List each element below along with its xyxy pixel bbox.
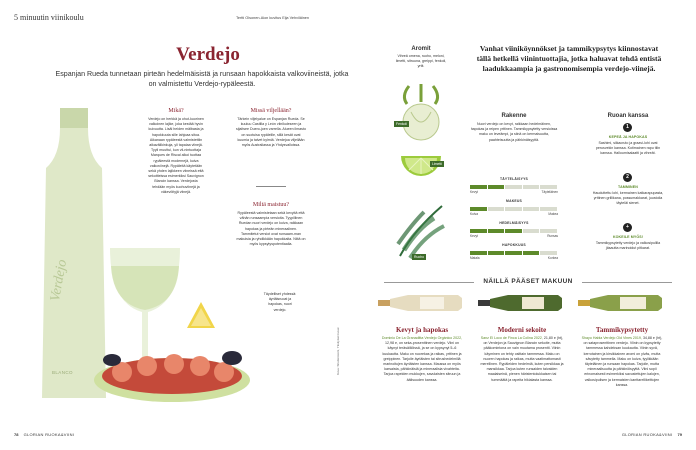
divider bbox=[384, 282, 474, 283]
divider bbox=[582, 282, 672, 283]
pairing-note: Täydelliset yhdessä: äyriäisruoat ja hapokas, nuori verdejo. bbox=[263, 292, 297, 312]
scale-bar bbox=[470, 229, 558, 233]
food-item-text: Sashimi, siikacruto ja graavi-lohi ovat perusvekin kanssa. Kotimainen rapu tilin kanssa. Halloumisalaatti ja vihreät. bbox=[595, 141, 661, 156]
footer-left bbox=[14, 432, 74, 437]
food-step-1: 1 bbox=[623, 123, 632, 132]
scale-bar bbox=[470, 185, 558, 189]
aromas-text: Vihreä omena, ruoho, meloni, limetti, sitruuna, greippi, fenkoli, yrtit. bbox=[395, 54, 447, 69]
pick-text: 21,80 e (ht), on Verdejon ja Sauvignon Blancin sekoite, mutta pääkomintona on vain muutama prosentti. Viinin käyminen on tehty osittain tammessa. Maku on nuoren hapokas ja raikas, mutta vaatimattomasti merellinen. Rypäleiden hedelmiä, kuten persikkaa ja mansikkaa. Tarjoa kuten runsaiden taivaiden maalaiseinä, pienen häristentolukkaisen tai tummäätä ja rapeita hikialasta kanssa. bbox=[480, 336, 564, 382]
pick-wine: Dominio De La Granaditta Verdejo Orgánico 2022, bbox=[381, 336, 463, 340]
scale-left-label: Kevyt bbox=[470, 234, 478, 238]
quote: Vanhat viiniköynnökset ja tammikypsytys kiinnostavat tällä hetkellä viinintuottajia, jotka haluavat tehdä entistä laadukkaampia ja gastronomisempia verdejo-viinejä. bbox=[476, 44, 662, 73]
scale-segment bbox=[523, 185, 540, 189]
pick-text: 12,98 e, on seka-prosenttinen verdejo. Viini on käynyt teräsäiliöissä, ja se on kypsynyt 5–6 kuukautta. Maku on nuorekas ja raikas, yrttinen ja greippinen. Tarjoile äyriäisten tai sitrushedelmillä marinoitujen äyriäisten kanssa. Maussa on myös karsaista, pähkinäisiä ja mineraalisia vivahteita. Tarjoa rapeiden mukkujen, savulaisten sitruun ja äälisuuden kanssa. bbox=[382, 341, 462, 382]
scale-segment bbox=[505, 185, 522, 189]
scale-segment bbox=[470, 251, 487, 255]
scale-segment bbox=[505, 207, 522, 211]
scale-right-label: Runsas bbox=[547, 234, 558, 238]
pick-wine: Shayo Habla Verdejo Old Vines 2019, bbox=[581, 336, 642, 340]
structure-text: Nuori verdejo on kevyt, raikkaan hedelmäinen, hapokas ja reipen yrttinen. Tammikypsytetty versioissa maku on leveämpi, ja siinä on kermaisuutta, paahteisuutta ja pähkinäisyyttä. bbox=[470, 122, 558, 142]
picks-heading: NÄILLÄ PÄÄSET MAKUUN bbox=[483, 278, 573, 285]
food-step-2: 2 bbox=[623, 173, 632, 182]
lemon-icon bbox=[183, 300, 219, 332]
scale-segment bbox=[523, 207, 540, 211]
publication-name: GLORIAN RUOKA&VIINI bbox=[621, 432, 673, 437]
scale-segment bbox=[505, 229, 522, 233]
scale-segment bbox=[540, 251, 557, 255]
pick-title: Kevyt ja hapokas bbox=[395, 326, 449, 334]
publication-name: GLORIAN RUOKA&VIINI bbox=[23, 432, 75, 437]
food-item-title: TAMMINEN bbox=[618, 185, 638, 189]
shrimp-plate-illustration bbox=[92, 330, 252, 410]
food-item-text: Hauduttettu lohi, kermainen katkarapupasta, yrttinen grillikana, possumakkarat, juustoila täyteläi sienet. bbox=[592, 191, 664, 206]
scale-segment bbox=[523, 229, 540, 233]
scale-bar bbox=[470, 207, 558, 211]
photo-credit: Kuva: Shutterstock, Yksityiset kuvat bbox=[336, 327, 340, 375]
scale-title: HAPOKKUUS bbox=[502, 243, 526, 247]
food-item-title: KEPEÄ JA HAPOKAS bbox=[608, 135, 648, 139]
scale-title: MAKEUS bbox=[506, 199, 522, 203]
food-item-title: KOKEILE MYÖS! bbox=[612, 235, 644, 239]
aroma-tag-grass: Ruoho bbox=[414, 255, 424, 259]
scale-right-label: Korkea bbox=[547, 256, 558, 260]
wine-bottle-image bbox=[478, 292, 564, 314]
grass-icon bbox=[394, 200, 448, 260]
food-item-text: Tammikypsytetty verdejo ja valkosipulilla jäsautta marinoidut pitkarat. bbox=[595, 241, 661, 251]
q2-text: Tärkein viljelyalue on Espanjan Rueda. Se kuuluu Castilla y León viinikuleseen ja sijaitsee Duero-joen varrella. Alueen ilmasto on suotuisa rypäleille, sillä kesät ovat kuumia ja talvet kylmiä. Verdejoa viljellään myös Australiassa ja Yhdysvalloissa. bbox=[236, 117, 306, 148]
page-title: Verdejo bbox=[176, 44, 240, 65]
wine-bottle-image bbox=[578, 292, 664, 314]
structure-scales bbox=[470, 177, 558, 265]
q3-text: Rypäleestä valmistetaan sekä kevyitä että vähän runsaampia versioita. Tyypillinen Ruedan nuori verdejo on kuiva, raikkaan hapokas ja pirteän mineraalinen. Tammitetut versiot ovat runsaam-man makuisia ja ryhdikkään hapokkaita. Niitä on myös kypsytyspotentiaalia. bbox=[236, 211, 306, 247]
scale-right-label: Makea bbox=[548, 212, 558, 216]
scale-segment bbox=[540, 185, 557, 189]
footer-right bbox=[622, 432, 682, 437]
scale-segment bbox=[488, 251, 505, 255]
fennel-icon bbox=[395, 82, 447, 142]
scale-segment bbox=[488, 185, 505, 189]
bottle-label: Verdejo bbox=[48, 258, 71, 303]
scale-segment bbox=[488, 229, 505, 233]
q2-heading: Missä viljellään? bbox=[250, 108, 292, 114]
structure-heading: Rakenne bbox=[501, 113, 527, 119]
pick-body bbox=[380, 336, 464, 383]
scale-segment bbox=[470, 229, 487, 233]
lead-text: Espanjan Rueda tunnetaan pirteän hedelmäisistä ja runsaan hapokkaista valkoviineistä, jotka on valmistettu Verdejo-rypäleestä. bbox=[55, 70, 349, 88]
scale-left-label: Matala bbox=[470, 256, 480, 260]
food-step-plus: + bbox=[623, 223, 632, 232]
scale-segment bbox=[540, 229, 557, 233]
pick-wine: Sanz El Loco de Finca La Colina 2022, bbox=[480, 336, 543, 340]
scale-title: HEDELMÄISYYS bbox=[499, 221, 529, 225]
aroma-tag-lime: Limetti bbox=[432, 162, 442, 166]
wine-bottle-image bbox=[378, 292, 464, 314]
q1-heading: Mikä? bbox=[168, 108, 184, 114]
page-number: 78 bbox=[14, 432, 19, 437]
scale-right-label: Täyteläinen bbox=[541, 190, 558, 194]
aroma-tag-fennel: Fenkoli bbox=[396, 122, 407, 126]
bottle-sub: BLANCO bbox=[52, 370, 73, 375]
pick-body bbox=[480, 336, 564, 383]
scale-segment bbox=[540, 207, 557, 211]
pick-title: Tammikypsytetty bbox=[595, 326, 649, 334]
byline: Tertti Olsonen-Aion kuvitus Eija Vehviläinen bbox=[236, 16, 310, 20]
divider bbox=[256, 186, 286, 187]
pick-title: Moderni sekoite bbox=[497, 326, 547, 334]
pick-text: 34,88 e (ht), on sataprosenttinen verdejo. Viinin on kypsytetty tammessa kahdeksan kuukautta. Viinin syvä, kerrotainen ja kirsikkainen aromi on ylväs, mutta sävytetty tammella. Maku on kuiva, tyylikkään täyteläinen ja runsaan hapokas. Tarjoile, mutta mineraalisuutta ja pähkinöisyyttä. Viini sopii erinomaisesti esimerkiksi savustettujen kalojen, valkosipulisen ja kermaisten kanttarellikeittojen kanssa. bbox=[583, 336, 663, 387]
q3-heading: Miltä maistuu? bbox=[252, 202, 290, 208]
pick-body bbox=[580, 336, 664, 388]
aromas-heading: Aromit bbox=[411, 46, 431, 52]
scale-segment bbox=[470, 207, 487, 211]
food-heading: Ruoan kanssa bbox=[607, 113, 649, 119]
scale-segment bbox=[505, 251, 522, 255]
scale-segment bbox=[488, 207, 505, 211]
scale-segment bbox=[523, 251, 540, 255]
page-number: 79 bbox=[677, 432, 682, 437]
scale-bar bbox=[470, 251, 558, 255]
section-title: 5 minuutin viinikoulu bbox=[14, 13, 84, 22]
scale-segment bbox=[470, 185, 487, 189]
q1-text: Verdejo on herkkä ja ohut-kuorinen valkoinen lajike, joka kestää hyvin kuivuutta. Lisäl heiden mälbasta ja hapokkuuta sille lahjoaa sitoa. Aikanaan rypäleestä valmistettiin aikavälikinkuja, yli tapaiaa viinejä. Tyyli muuttui, kun vii-nintuottaja Marques de Riscal alkoi tuottaa rypäleestä modernejä, kuiva valkoviinejä. Rypäleitä käytetään sekä yhden lajikkeen viineissä että sekoitteissa esimerkiksi Sauvignon Blancin kanssa. Verdejosta tehdään myös kuohuviinejä ja väkevöityjä viinejä. bbox=[148, 117, 204, 194]
scale-left-label: Kuiva bbox=[470, 212, 478, 216]
scale-title: TÄYTELÄISYYS bbox=[499, 177, 529, 181]
scale-left-label: Kevyt bbox=[470, 190, 478, 194]
lime-icon bbox=[397, 150, 445, 194]
